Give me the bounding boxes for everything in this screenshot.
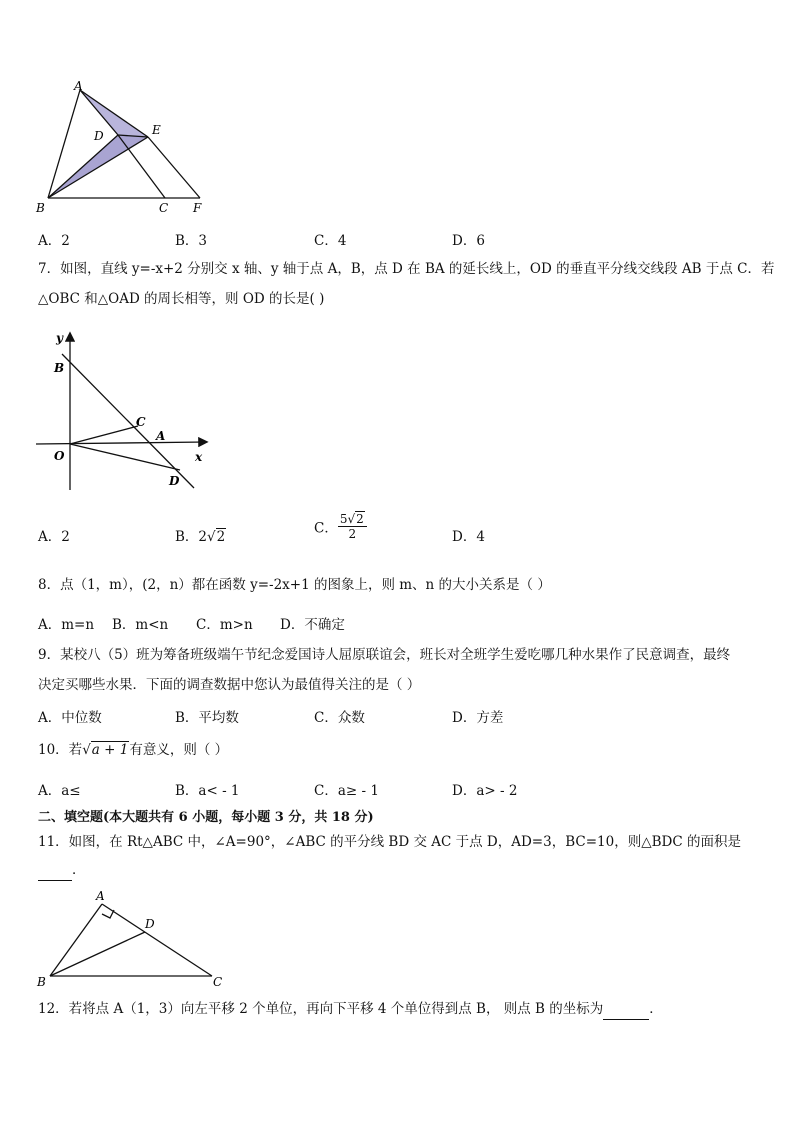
q7-stem-line2: △OBC 和△OAD 的周长相等，则 OD 的长是( ): [38, 291, 325, 307]
q10-suffix: 有意义，则（ ）: [129, 742, 229, 758]
q7-option-a: A．2: [38, 529, 70, 545]
q9-option-c: C．众数: [314, 710, 365, 726]
q7-option-b-prefix: B．2: [175, 529, 208, 545]
q6-label-c: C: [159, 201, 169, 215]
q6-option-d: D．6: [452, 233, 485, 249]
q10-prefix: 10．若: [38, 742, 83, 758]
q7-option-c-radicand: 2: [356, 512, 364, 526]
q6-label-d: D: [94, 129, 104, 143]
q7-label-c: C: [136, 415, 146, 429]
q7-label-x: x: [195, 450, 203, 464]
q9-stem-line1: 9．某校八（5）班为筹备班级端午节纪念爱国诗人屈原联谊会，班长对全班学生爱吃哪几种水果作了民意调查，最终: [38, 647, 731, 663]
q12-suffix: ．: [649, 1001, 663, 1017]
q7-label-d: D: [169, 474, 180, 488]
q7-option-c-coef: 5: [339, 512, 348, 526]
q10-radicand: a + 1: [91, 742, 129, 758]
q6-triangle-figure: [30, 78, 220, 218]
q12-answer-blank[interactable]: [603, 999, 649, 1020]
q7-option-c-denominator: 2: [348, 527, 357, 541]
q11-answer-blank[interactable]: [38, 860, 72, 881]
q11-label-c: C: [213, 975, 223, 989]
radical-sign-icon: √: [82, 742, 91, 758]
q10-option-a: A．a≤: [38, 783, 81, 799]
q7-stem-line1: 7．如图，直线 y=-x+2 分别交 x 轴、y 轴于点 A，B，点 D 在 BA 的延长线上，OD 的垂直平分线交线段 AB 于点 C．若: [38, 261, 775, 277]
q11-triangle-figure: [32, 886, 232, 990]
q9-stem-line2: 决定买哪些水果．下面的调查数据中您认为最值得关注的是（ ）: [38, 677, 421, 693]
q7-option-b: [175, 525, 226, 545]
q8-option-d: D．不确定: [280, 617, 345, 633]
q10-stem: [38, 740, 228, 760]
q11-label-b: B: [37, 975, 46, 989]
q10-option-d: D．a> - 2: [452, 783, 518, 799]
q6-option-c: C．4: [314, 233, 347, 249]
q7-label-o: O: [54, 449, 65, 463]
q12-stem: [38, 999, 663, 1020]
q6-label-e: E: [152, 123, 161, 137]
section-2-title: 二、填空题(本大题共有 6 小题，每小题 3 分，共 18 分): [38, 810, 374, 825]
q6-option-b: B．3: [175, 233, 208, 249]
q11-label-a: A: [96, 889, 105, 903]
q7-label-b: B: [54, 361, 65, 375]
q9-option-d: D．方差: [452, 710, 504, 726]
q11-stem-line2: [38, 860, 86, 881]
q7-label-a: A: [156, 429, 166, 443]
q10-option-b: B．a< - 1: [175, 783, 240, 799]
q7-option-c-prefix: C．: [314, 520, 338, 537]
q12-text: 12．若将点 A（1，3）向左平移 2 个单位，再向下平移 4 个单位得到点 B， 则点 B 的坐标为: [38, 1001, 604, 1017]
q6-option-a: A．2: [38, 233, 70, 249]
q9-option-a: A．中位数: [38, 710, 102, 726]
q8-option-b: B．m<n: [112, 617, 169, 633]
q8-stem: 8．点（1，m），(2，n）都在函数 y=-2x+1 的图象上，则 m、n 的大小关系是（ ）: [38, 577, 551, 593]
q7-option-d: D．4: [452, 529, 485, 545]
q7-label-y: y: [56, 331, 63, 345]
q11-stem-line1: 11．如图，在 Rt△ABC 中，∠A=90°，∠ABC 的平分线 BD 交 AC 于点 D，AD=3，BC=10，则△BDC 的面积是: [38, 834, 741, 850]
q7-coordinate-figure: [32, 330, 212, 495]
q6-label-f: F: [193, 201, 202, 215]
q9-option-b: B．平均数: [175, 710, 239, 726]
q6-label-b: B: [36, 201, 45, 215]
q7-option-b-radicand: 2: [216, 529, 226, 545]
q7-option-c: [314, 512, 367, 541]
q11-label-d: D: [145, 917, 155, 931]
q7-option-c-fraction: [338, 512, 367, 541]
radical-sign-icon: √: [207, 529, 216, 545]
q10-option-c: C．a≥ - 1: [314, 783, 379, 799]
radical-sign-icon: √: [347, 512, 356, 526]
q8-option-a: A．m=n: [38, 617, 95, 633]
q6-label-a: A: [74, 79, 83, 93]
q11-suffix: ．: [72, 862, 86, 878]
q8-option-c: C．m>n: [196, 617, 253, 633]
